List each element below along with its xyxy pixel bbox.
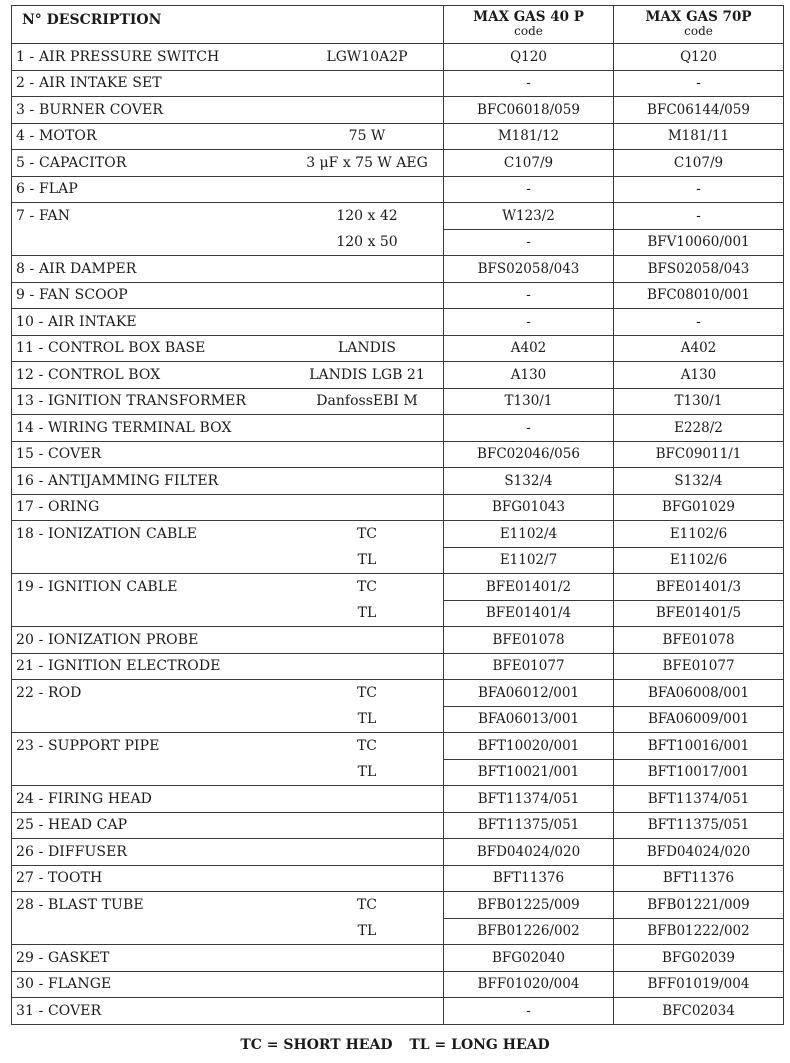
table-row [12,627,784,654]
part-spec: TC [356,685,378,701]
code-max-gas-70: - [614,203,784,230]
description-cell [12,441,444,468]
table-row [12,892,784,919]
table-row [12,335,784,362]
table-row [12,282,784,309]
table-row [12,388,784,415]
table-row [12,680,784,707]
description-cell [12,812,444,839]
code-max-gas-70: A402 [614,335,784,362]
part-description: 9 - FAN SCOOP [16,287,128,304]
part-description: 5 - CAPACITOR [16,154,127,171]
table-row [12,706,784,733]
code-max-gas-70: BFT11376 [614,865,784,892]
table-row [12,415,784,442]
part-spec: TL [357,711,377,727]
part-description: 24 - FIRING HEAD [16,790,153,807]
part-description: 12 - CONTROL BOX [16,366,161,383]
code-max-gas-40: BFT11374/051 [444,786,614,813]
code-max-gas-70: - [614,309,784,336]
part-spec: TC [356,897,378,913]
part-description: 15 - COVER [16,446,102,463]
code-max-gas-70: - [614,70,784,97]
code-max-gas-70: BFB01221/009 [614,892,784,919]
part-spec: TC [356,738,378,754]
code-max-gas-40: BFA06012/001 [444,680,614,707]
code-max-gas-70: BFC08010/001 [614,282,784,309]
header-description-label: N° DESCRIPTION [22,12,162,28]
description-cell [12,494,444,521]
description-cell [12,892,444,919]
code-max-gas-70: E1102/6 [614,521,784,548]
code-max-gas-40: - [444,176,614,203]
code-max-gas-40: Q120 [444,44,614,71]
code-max-gas-70: BFC06144/059 [614,97,784,124]
part-description: 29 - GASKET [16,949,110,966]
part-description: 30 - FLANGE [16,976,112,993]
description-cell [12,574,444,601]
code-max-gas-40: BFA06013/001 [444,706,614,733]
code-max-gas-70: BFC02034 [614,998,784,1025]
code-max-gas-70: BFB01222/002 [614,918,784,945]
code-max-gas-40: BFC02046/056 [444,441,614,468]
code-max-gas-40: BFC06018/059 [444,97,614,124]
code-max-gas-40: BFE01401/4 [444,600,614,627]
part-spec: LANDIS LGB 21 [309,366,425,383]
code-max-gas-40: - [444,309,614,336]
code-max-gas-70: BFE01078 [614,627,784,654]
code-max-gas-70: BFD04024/020 [614,839,784,866]
code-max-gas-70: BFA06009/001 [614,706,784,733]
code-max-gas-40: - [444,415,614,442]
code-max-gas-70: Q120 [614,44,784,71]
part-description: 8 - AIR DAMPER [16,260,137,277]
part-description: 20 - IONIZATION PROBE [16,631,199,648]
description-cell [12,945,444,972]
code-max-gas-70: M181/11 [614,123,784,150]
part-description: 19 - IGNITION CABLE [16,579,178,595]
part-spec: TL [357,764,377,780]
code-max-gas-70: E1102/6 [614,547,784,574]
code-max-gas-70: C107/9 [614,150,784,177]
code-max-gas-40: BFE01078 [444,627,614,654]
header-model-70-name: MAX GAS 70P [645,9,752,25]
part-spec: 120 x 50 [336,234,398,250]
code-max-gas-70: BFT10017/001 [614,759,784,786]
table-row [12,812,784,839]
code-max-gas-70: S132/4 [614,468,784,495]
description-cell [12,998,444,1025]
part-spec: TL [357,923,377,939]
code-max-gas-40: T130/1 [444,388,614,415]
header-model-40 [444,6,614,44]
code-max-gas-70: BFE01401/5 [614,600,784,627]
legend-long-head: TL = LONG HEAD [409,1037,550,1053]
part-description: 31 - COVER [16,1002,102,1019]
code-max-gas-70: BFT11375/051 [614,812,784,839]
table-row [12,362,784,389]
description-cell [12,309,444,336]
part-description: 21 - IGNITION ELECTRODE [16,658,221,675]
table-row [12,494,784,521]
code-max-gas-40: BFT11376 [444,865,614,892]
table-row [12,468,784,495]
table-row [12,203,784,230]
description-cell [12,759,444,786]
legend-short-head: TC = SHORT HEAD [240,1037,393,1053]
code-max-gas-40: BFD04024/020 [444,839,614,866]
code-max-gas-70: E228/2 [614,415,784,442]
table-row [12,574,784,601]
part-description: 2 - AIR INTAKE SET [16,75,162,92]
code-max-gas-40: - [444,70,614,97]
code-max-gas-40: BFT10021/001 [444,759,614,786]
code-max-gas-40: A130 [444,362,614,389]
table-row [12,97,784,124]
code-max-gas-40: BFB01226/002 [444,918,614,945]
head-length-legend [0,1037,790,1053]
table-row [12,733,784,760]
part-description: 27 - TOOTH [16,870,103,887]
table-row [12,123,784,150]
description-cell [12,786,444,813]
part-spec: TC [356,526,378,542]
part-description: 18 - IONIZATION CABLE [16,526,198,542]
table-row [12,839,784,866]
table-row [12,229,784,256]
code-max-gas-70: BFG02039 [614,945,784,972]
description-cell [12,865,444,892]
part-spec: DanfossEBI M [316,393,418,410]
code-max-gas-70: T130/1 [614,388,784,415]
part-description: 23 - SUPPORT PIPE [16,738,160,754]
part-description: 13 - IGNITION TRANSFORMER [16,393,247,410]
header-model-70-code: code [684,24,713,38]
code-max-gas-40: BFS02058/043 [444,256,614,283]
code-max-gas-70: BFE01401/3 [614,574,784,601]
code-max-gas-70: BFT11374/051 [614,786,784,813]
header-model-70 [614,6,784,44]
table-row [12,256,784,283]
part-spec: 75 W [348,128,386,145]
table-row [12,918,784,945]
description-cell [12,918,444,945]
code-max-gas-70: BFG01029 [614,494,784,521]
description-cell [12,97,444,124]
table-row [12,653,784,680]
description-cell [12,706,444,733]
part-spec: LGW10A2P [326,48,408,65]
description-cell [12,839,444,866]
code-max-gas-40: BFT11375/051 [444,812,614,839]
table-row [12,547,784,574]
header-model-40-name: MAX GAS 40 P [473,9,584,25]
code-max-gas-40: E1102/4 [444,521,614,548]
code-max-gas-40: - [444,229,614,256]
code-max-gas-70: BFF01019/004 [614,971,784,998]
part-description: 11 - CONTROL BOX BASE [16,340,206,357]
part-description: 26 - DIFFUSER [16,843,128,860]
description-cell [12,362,444,389]
part-description: 7 - FAN [16,208,71,224]
code-max-gas-40: BFG02040 [444,945,614,972]
table-row [12,150,784,177]
code-max-gas-40: M181/12 [444,123,614,150]
description-cell [12,150,444,177]
description-cell [12,256,444,283]
part-spec: TL [357,605,377,621]
table-row [12,759,784,786]
part-spec: 120 x 42 [336,208,398,224]
description-cell [12,123,444,150]
description-cell [12,388,444,415]
part-description: 17 - ORING [16,499,100,516]
code-max-gas-40: A402 [444,335,614,362]
part-description: 22 - ROD [16,685,82,701]
code-max-gas-40: W123/2 [444,203,614,230]
part-spec: TC [356,579,378,595]
code-max-gas-40: C107/9 [444,150,614,177]
table-row [12,176,784,203]
header-model-40-code: code [514,24,543,38]
description-cell [12,335,444,362]
description-cell [12,468,444,495]
part-description: 25 - HEAD CAP [16,817,128,834]
code-max-gas-70: BFC09011/1 [614,441,784,468]
code-max-gas-40: BFE01401/2 [444,574,614,601]
code-max-gas-40: BFE01077 [444,653,614,680]
part-description: 14 - WIRING TERMINAL BOX [16,419,232,436]
description-cell [12,44,444,71]
description-cell [12,971,444,998]
code-max-gas-40: - [444,998,614,1025]
table-row [12,971,784,998]
description-cell [12,203,444,230]
table-row [12,70,784,97]
code-max-gas-70: BFA06008/001 [614,680,784,707]
table-row [12,998,784,1025]
part-description: 6 - FLAP [16,181,78,198]
part-spec: 3 μF x 75 W AEG [306,154,428,171]
description-cell [12,733,444,760]
description-cell [12,600,444,627]
code-max-gas-70: BFV10060/001 [614,229,784,256]
part-description: 10 - AIR INTAKE [16,313,137,330]
part-description: 1 - AIR PRESSURE SWITCH [16,48,220,65]
description-cell [12,680,444,707]
code-max-gas-70: BFT10016/001 [614,733,784,760]
code-max-gas-40: BFB01225/009 [444,892,614,919]
part-description: 3 - BURNER COVER [16,101,164,118]
code-max-gas-70: BFS02058/043 [614,256,784,283]
description-cell [12,627,444,654]
table-row [12,865,784,892]
description-cell [12,653,444,680]
code-max-gas-40: BFT10020/001 [444,733,614,760]
table-row [12,521,784,548]
table-row [12,44,784,71]
part-description: 16 - ANTIJAMMING FILTER [16,472,219,489]
code-max-gas-40: - [444,282,614,309]
table-row [12,441,784,468]
part-spec: TL [357,552,377,568]
code-max-gas-40: S132/4 [444,468,614,495]
table-row [12,309,784,336]
description-cell [12,521,444,548]
code-max-gas-40: BFF01020/004 [444,971,614,998]
code-max-gas-70: - [614,176,784,203]
description-cell [12,176,444,203]
part-spec: LANDIS [337,340,397,357]
description-cell [12,70,444,97]
code-max-gas-40: E1102/7 [444,547,614,574]
code-max-gas-40: BFG01043 [444,494,614,521]
part-description: 4 - MOTOR [16,128,97,145]
table-row [12,945,784,972]
table-row [12,786,784,813]
code-max-gas-70: BFE01077 [614,653,784,680]
description-cell [12,229,444,256]
description-cell [12,547,444,574]
spare-parts-table [11,5,784,1025]
code-max-gas-70: A130 [614,362,784,389]
header-description [12,6,444,44]
description-cell [12,415,444,442]
part-description: 28 - BLAST TUBE [16,897,144,913]
description-cell [12,282,444,309]
parts-table-body [12,44,784,1025]
table-header-row [12,6,784,44]
table-row [12,600,784,627]
